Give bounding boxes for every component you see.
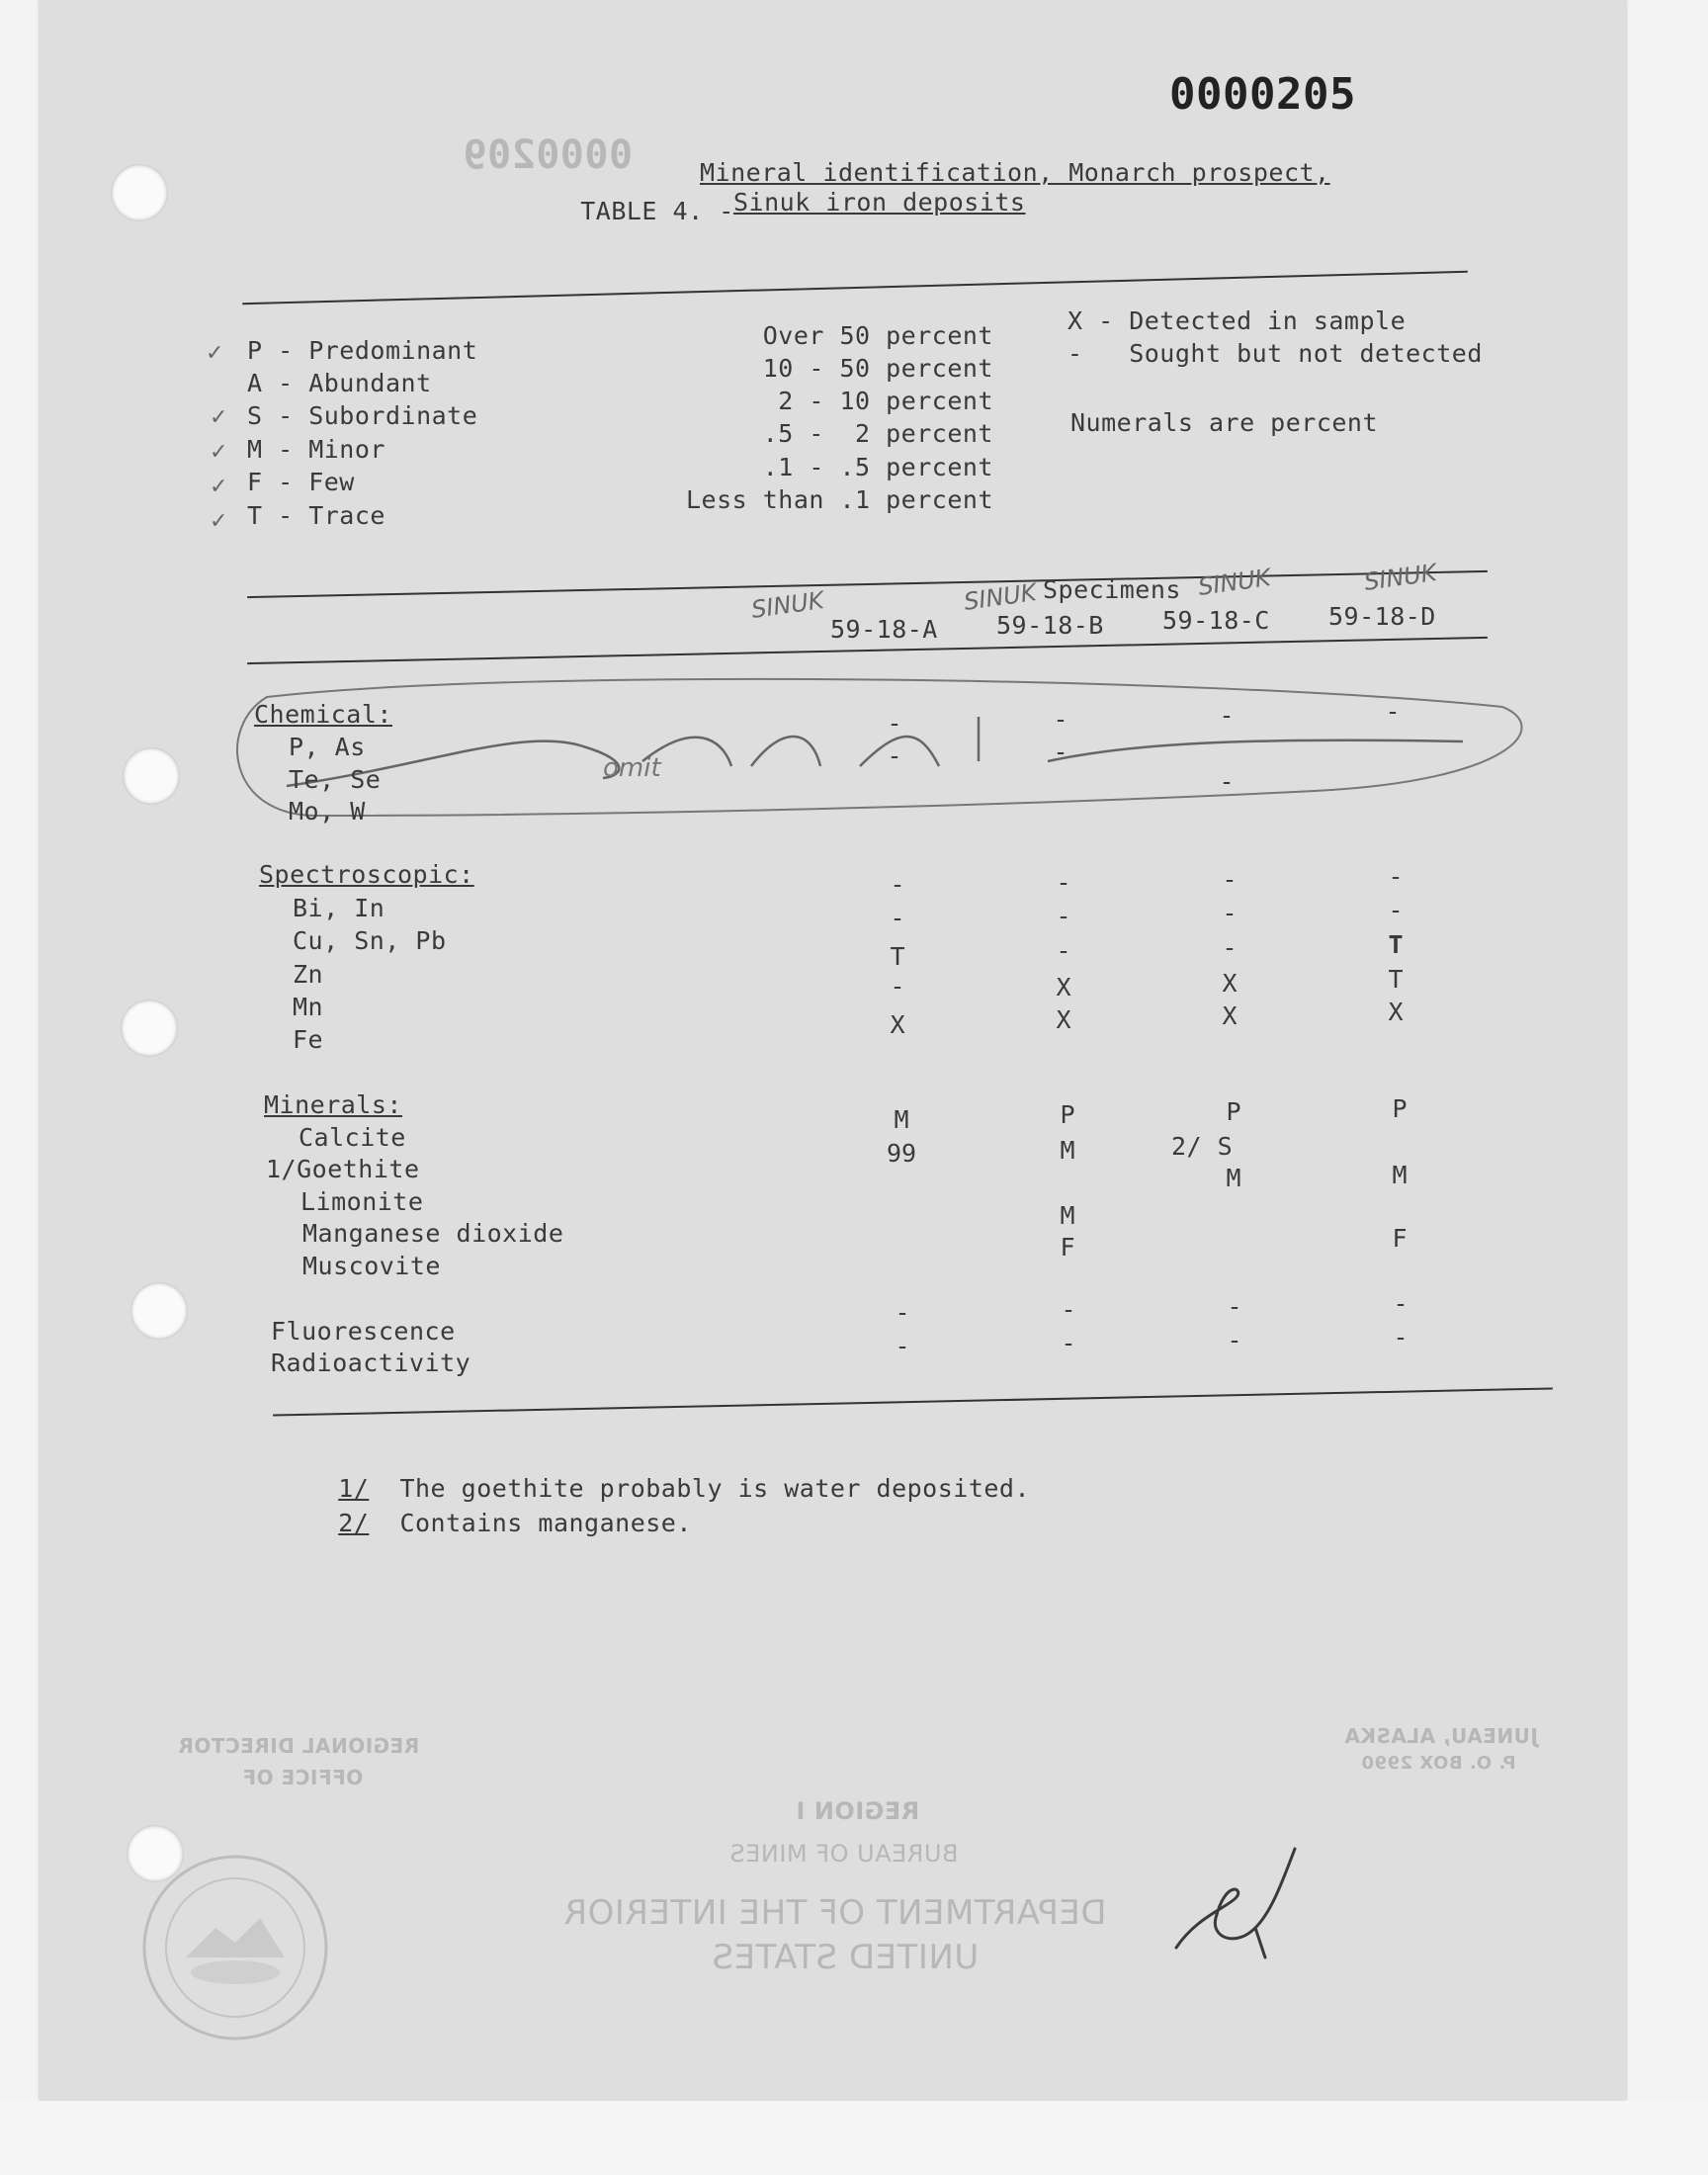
- section-heading-spectroscopic: Spectroscopic:: [259, 860, 474, 889]
- mirrored-stamp-number: 0000209: [463, 132, 634, 178]
- legend-range: .1 - .5 percent: [762, 453, 993, 481]
- table-cell: F: [1060, 1233, 1075, 1262]
- table-bottom-rule: [273, 1387, 1553, 1416]
- table-cell: -: [895, 1332, 910, 1360]
- table-cell: -: [890, 870, 905, 899]
- bleed-through-text: BUREAU OF MINES: [728, 1840, 958, 1868]
- table-cell: X: [890, 1010, 905, 1039]
- table-cell: 99: [886, 1139, 917, 1168]
- legend-range: 2 - 10 percent: [778, 387, 993, 415]
- bleed-through-text: UNITED STATES: [712, 1938, 980, 1977]
- bleed-through-text: P. O. BOX 2990: [1361, 1753, 1516, 1774]
- table-cell: T: [890, 942, 905, 971]
- table-cell: -: [1056, 936, 1071, 965]
- table-cell: P: [1060, 1100, 1075, 1129]
- row-label: Radioactivity: [271, 1348, 471, 1377]
- table-cell: -: [890, 904, 905, 932]
- table-cell: P: [1226, 1097, 1241, 1126]
- table-cell: -: [1388, 896, 1404, 924]
- table-cell: -: [1053, 705, 1068, 734]
- table-cell: -: [1222, 899, 1238, 927]
- check-mark: ✓: [210, 509, 228, 534]
- table-cell: -: [1393, 1323, 1409, 1351]
- table-cell: -: [1061, 1295, 1076, 1324]
- row-label: Limonite: [300, 1187, 424, 1216]
- check-mark: ✓: [210, 440, 228, 465]
- table-cell: -: [1393, 1289, 1409, 1318]
- section-heading-minerals: Minerals:: [264, 1090, 402, 1119]
- row-label: Te, Se: [289, 765, 382, 794]
- legend-range: 10 - 50 percent: [762, 354, 993, 383]
- table-cell: -: [887, 709, 902, 738]
- legend-code: M - Minor: [247, 435, 385, 464]
- table-cell: -: [1222, 865, 1238, 894]
- legend-range: Over 50 percent: [762, 321, 993, 350]
- table-cell: -: [1385, 697, 1401, 726]
- table-cell: F: [1392, 1224, 1408, 1253]
- punch-hole: [111, 164, 168, 221]
- bleed-through-text: DEPARTMENT OF THE INTERIOR: [563, 1893, 1107, 1933]
- bleed-through-text: REGION I: [796, 1797, 920, 1825]
- table-cell: M: [1226, 1164, 1241, 1192]
- footnote-mark: 2/: [338, 1509, 370, 1537]
- footnote: 2/ Contains manganese.: [338, 1509, 692, 1537]
- column-header: 59-18-D: [1328, 602, 1436, 631]
- bleed-through-text: JUNEAU, ALASKA: [1343, 1724, 1538, 1748]
- table-title-prefix: TABLE 4. -: [580, 197, 734, 225]
- legend-symbol: - Sought but not detected: [1068, 339, 1483, 368]
- row-label: Zn: [293, 960, 324, 989]
- bleed-through-text: REGIONAL DIRECTOR: [177, 1734, 420, 1758]
- table-cell: -: [887, 741, 902, 770]
- table-cell: X: [1222, 1001, 1238, 1030]
- row-label: Calcite: [299, 1123, 406, 1152]
- table-title-line1: Mineral identification, Monarch prospect,: [700, 158, 1330, 187]
- column-header: 59-18-A: [830, 615, 938, 644]
- table-cell: -: [1388, 862, 1404, 891]
- check-mark: ✓: [210, 405, 228, 430]
- row-label: Mo, W: [289, 797, 366, 826]
- table-cell: -: [1056, 868, 1071, 897]
- top-rule: [242, 271, 1468, 304]
- bleed-through-text: OFFICE OF: [241, 1766, 364, 1789]
- check-mark: ✓: [206, 341, 224, 366]
- column-header: 59-18-C: [1162, 606, 1270, 635]
- legend-code: S - Subordinate: [247, 401, 478, 430]
- legend-range: Less than .1 percent: [685, 485, 993, 514]
- row-label: Cu, Sn, Pb: [293, 926, 447, 955]
- table-cell: X: [1388, 998, 1404, 1026]
- table-cell: -: [1222, 933, 1238, 962]
- document-page: [40, 0, 1626, 2101]
- table-cell: M: [1392, 1161, 1408, 1189]
- table-cell: -: [1061, 1329, 1076, 1357]
- handwritten-note: SINUK: [962, 578, 1039, 616]
- table-cell: T: [1388, 965, 1404, 994]
- table-cell: -: [1219, 701, 1235, 730]
- table-title-line2: Sinuk iron deposits: [733, 188, 1026, 217]
- table-cell: 2/ S: [1171, 1132, 1234, 1161]
- row-label: Mn: [293, 993, 324, 1021]
- section-heading-chemical: Chemical:: [254, 700, 392, 729]
- row-label: Manganese dioxide: [302, 1219, 564, 1248]
- table-cell: M: [1060, 1201, 1075, 1230]
- punch-hole: [123, 747, 180, 805]
- row-label: Fluorescence: [271, 1317, 456, 1346]
- row-label: Bi, In: [293, 894, 385, 922]
- numerals-note: Numerals are percent: [1070, 408, 1379, 437]
- table-cell: X: [1222, 969, 1238, 998]
- table-cell: -: [1227, 1292, 1242, 1321]
- table-cell: -: [890, 972, 905, 1000]
- specimens-label: Specimens: [1043, 575, 1181, 604]
- legend-code: T - Trace: [247, 501, 385, 530]
- table-cell: M: [894, 1105, 909, 1134]
- document-number: 0000205: [1169, 69, 1356, 120]
- table-cell: -: [1219, 767, 1235, 796]
- scan-margin: [0, 2101, 1708, 2175]
- legend-symbol: X - Detected in sample: [1068, 306, 1407, 335]
- table-cell: X: [1056, 973, 1071, 1001]
- table-number: 4.: [672, 197, 704, 225]
- table-cell: -: [1227, 1326, 1242, 1354]
- row-label: 1/Goethite: [266, 1155, 420, 1183]
- table-cell: -: [1056, 902, 1071, 930]
- row-label: Muscovite: [302, 1252, 441, 1280]
- punch-hole: [130, 1282, 188, 1340]
- department-seal: [136, 1849, 334, 2046]
- omit-note: omit: [603, 753, 661, 783]
- legend-code: A - Abundant: [247, 369, 432, 397]
- row-label: P, As: [289, 733, 366, 761]
- handwritten-note: SINUK: [1362, 559, 1439, 596]
- footnote-mark: 1/: [338, 1474, 370, 1503]
- handwritten-note: SINUK: [749, 586, 826, 624]
- handwritten-signature: [1166, 1839, 1364, 1967]
- table-cell: -: [1053, 738, 1068, 766]
- handwritten-note: SINUK: [1196, 564, 1273, 601]
- legend-code: P - Predominant: [247, 336, 478, 365]
- table-cell: T: [1388, 930, 1404, 959]
- check-mark: ✓: [210, 475, 228, 499]
- table-cell: -: [895, 1298, 910, 1327]
- header-rule-top: [247, 570, 1488, 598]
- column-header: 59-18-B: [996, 611, 1104, 640]
- footnote: 1/ The goethite probably is water deposited.: [338, 1474, 1031, 1503]
- legend-range: .5 - 2 percent: [762, 419, 993, 448]
- table-cell: X: [1056, 1005, 1071, 1034]
- punch-hole: [121, 1000, 178, 1057]
- table-cell: M: [1060, 1136, 1075, 1165]
- legend-code: F - Few: [247, 468, 355, 496]
- row-label: Fe: [293, 1025, 324, 1054]
- table-cell: P: [1392, 1094, 1408, 1123]
